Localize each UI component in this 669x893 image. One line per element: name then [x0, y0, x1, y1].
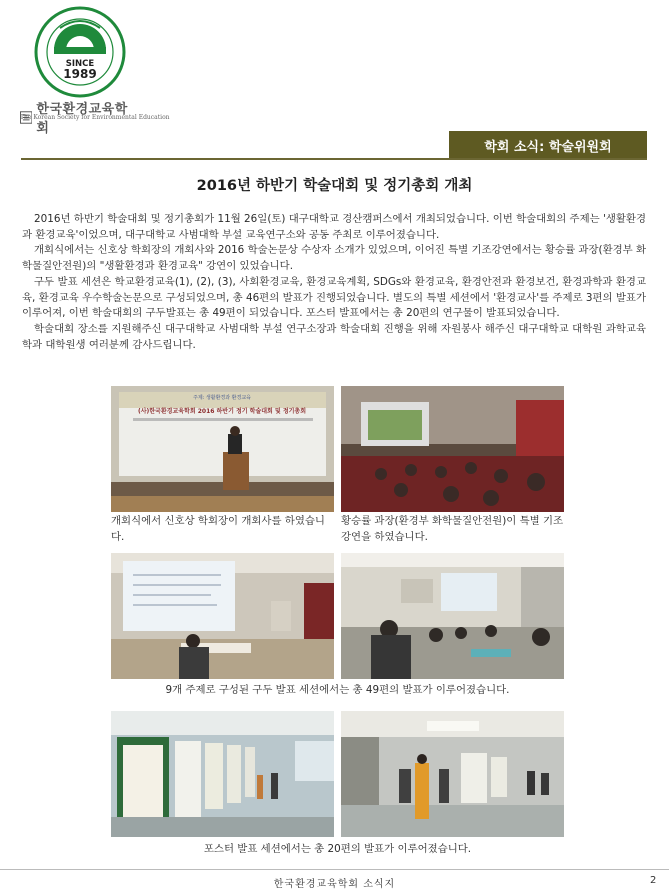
photo-poster-session-2	[341, 711, 564, 837]
section-tab: 학회 소식: 학술위원회	[449, 131, 647, 159]
article-headline: 2016년 하반기 학술대회 및 정기총회 개최	[196, 178, 473, 194]
article-paragraph: 학술대회 장소를 지원해주신 대구대학교 사범대학 부설 연구소장과 학술대회 진행을 위해 자원봉사 해주신 대구대학교 대학원 과학교육학과 대학원생 여러분께 감사드립니다.	[22, 322, 646, 351]
photo-oral-session-2	[341, 553, 564, 679]
page-number: 2	[650, 875, 657, 886]
since-year: 1989	[63, 67, 97, 81]
banner-theme: 주제: 생활환경과 환경교육	[193, 395, 251, 401]
photo-opening-speech	[111, 386, 334, 512]
photo-oral-session-1	[111, 553, 334, 679]
footer-divider	[0, 869, 669, 870]
since-label: SINCE	[65, 59, 95, 69]
article-paragraph: 구두 발표 세션은 학교환경교육(1), (2), (3), 사회환경교육, 환경교육계획, SDGs와 환경교육, 환경안전과 환경보건, 환경과학과 환경교육, 환경교육 우수학술논문으로 구성되었으며, 총 46편의 발표가 진행되었습니다. 별도의 특별 세션에서 '환경교사'를 주제로 3편의 발표가 이루어져, 이번 학술대회의 구두발표는 총 49편이 되었습니다. 포스터 발표에서는 총 20편의 연구물이 발표되었습니다.	[22, 275, 646, 320]
society-name-kr: 한국환경교육학회	[36, 102, 128, 136]
society-name-en: The Korean Society for Environmental Education	[20, 114, 170, 121]
caption-oral-sessions: 9개 주제로 구성된 구두 발표 세션에서는 총 49편의 발표가 이루어졌습니다.	[165, 684, 510, 696]
article-paragraph: 2016년 하반기 학술대회 및 정기총회가 11월 26일(토) 대구대학교 경산캠퍼스에서 개최되었습니다. 이번 학술대회의 주제는 '생활환경과 환경교육'이었으며, 대구대학교 사범대학 부설 교육연구소와 공동 주최로 이루어졌습니다.	[22, 213, 646, 241]
banner-title: (사)한국환경교육학회 2016 하반기 정기 학술대회 및 정기총회	[137, 408, 307, 415]
photo-keynote-lecture	[341, 386, 564, 512]
caption-keynote: 황승률 과장(환경부 화학물질안전원)이 특별 기조강연을 하였습니다.	[341, 515, 564, 543]
photo-poster-session-1	[111, 711, 334, 837]
footer-title: 한국환경교육학회 소식지	[273, 879, 396, 890]
section-divider	[21, 158, 647, 160]
caption-opening: 개회식에서 신호상 학회장이 개회사를 하였습니다.	[111, 515, 325, 543]
article-body	[22, 212, 646, 353]
society-emblem	[34, 6, 126, 98]
article-paragraph: 개회식에서는 신호상 학회장의 개회사와 2016 학술논문상 수상자 소개가 있었으며, 이어진 특별 기조강연에서는 황승률 과장(환경부 화학물질안전원)의 "생활환경과 환경교육" 강연이 있었습니다.	[22, 244, 647, 273]
caption-poster-session: 포스터 발표 세션에서는 총 20편의 발표가 이루어졌습니다.	[203, 843, 472, 855]
